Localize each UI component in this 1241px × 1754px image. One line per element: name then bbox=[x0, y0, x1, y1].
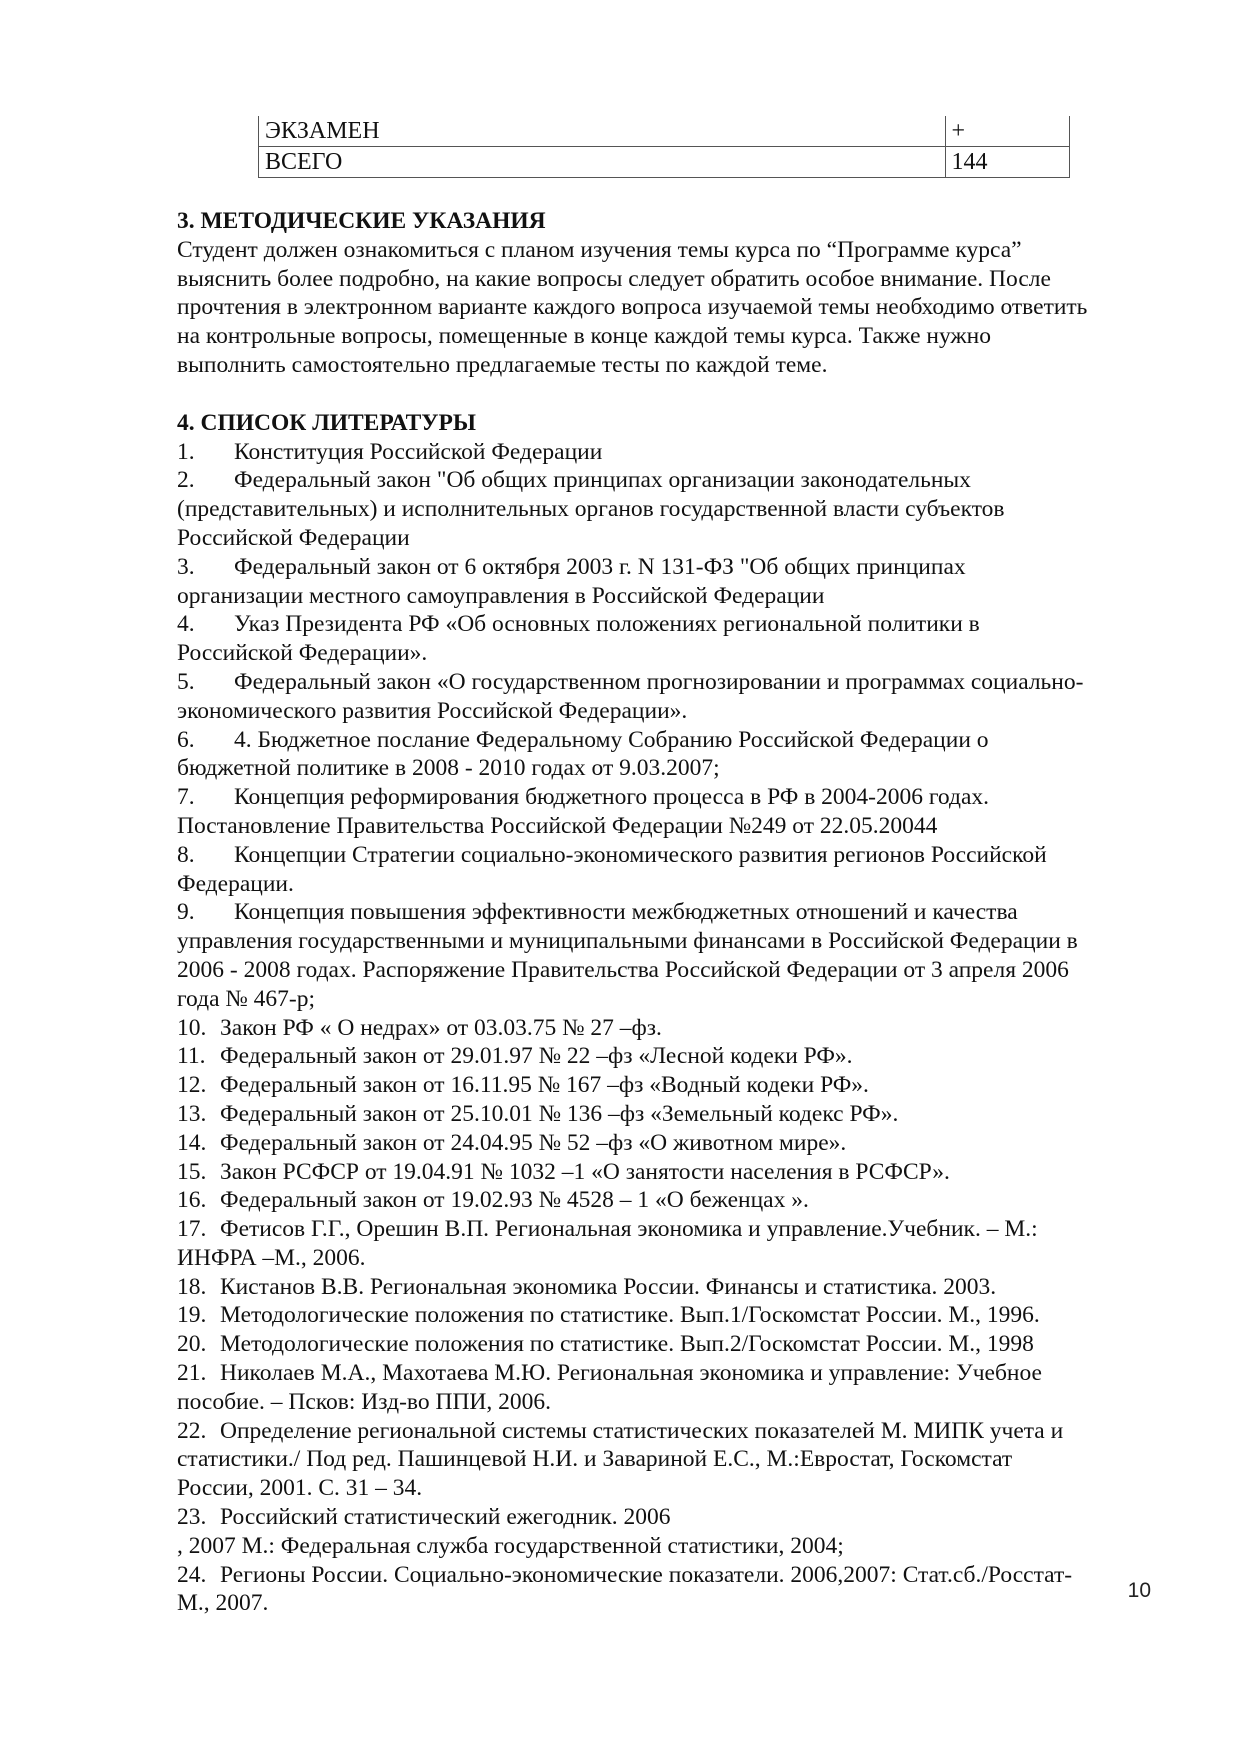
reference-number: 1. bbox=[177, 438, 195, 465]
reference-number: 10. bbox=[177, 1014, 207, 1041]
reference-text: Федеральный закон от 16.11.95 № 167 –фз «Водный кодеки РФ». bbox=[220, 1072, 869, 1099]
list-item bbox=[177, 610, 1167, 668]
reference-number: 7. bbox=[177, 784, 195, 811]
reference-text: Закон РФ « О недрах» от 03.03.75 № 27 –фз. bbox=[220, 1014, 662, 1041]
reference-number: 4. bbox=[177, 611, 195, 638]
list-item bbox=[177, 726, 1167, 784]
reference-text: Федеральный закон от 25.10.01 № 136 –фз «Земельный кодекс РФ». bbox=[220, 1100, 899, 1127]
list-item bbox=[177, 1359, 1167, 1417]
section-gap bbox=[177, 380, 1167, 409]
list-item bbox=[177, 841, 1167, 899]
reference-text: Концепция реформирования бюджетного процесса в РФ в 2004-2006 годах. bbox=[234, 784, 990, 811]
reference-text: Методологические положения по статистике. Вып.1/Госкомстат России. М., 1996. bbox=[220, 1302, 1040, 1329]
table-cell-label: ЭКЗАМЕН bbox=[259, 116, 946, 147]
reference-number: 6. bbox=[177, 726, 195, 753]
method-paragraph bbox=[177, 236, 1167, 380]
list-item bbox=[177, 1417, 1167, 1503]
reference-text: Николаев М.А., Махотаева М.Ю. Региональная экономика и управление: Учебное bbox=[220, 1360, 1042, 1387]
list-item bbox=[177, 1014, 1167, 1043]
reference-number: 3. bbox=[177, 553, 195, 580]
list-item bbox=[177, 783, 1167, 841]
paragraph-line: прочтения в электронном варианте каждого вопроса изучаемой темы необходимо ответить bbox=[177, 294, 1088, 321]
reference-number: 19. bbox=[177, 1302, 207, 1329]
reference-number: 17. bbox=[177, 1216, 207, 1243]
reference-text: ИНФРА –М., 2006. bbox=[177, 1244, 366, 1271]
reference-text: Федеральный закон от 29.01.97 № 22 –фз «Лесной кодеки РФ». bbox=[220, 1043, 853, 1070]
list-item bbox=[177, 438, 1167, 467]
list-item bbox=[177, 1330, 1167, 1359]
list-item bbox=[177, 1561, 1167, 1619]
reference-text: статистики./ Под ред. Пашинцевой Н.И. и Завариной Е.С., М.:Евростат, Госкомстат bbox=[177, 1446, 1013, 1473]
reference-text: (представительных) и исполнительных органов государственной власти субъектов bbox=[177, 496, 1005, 523]
section-heading-literature: 4. СПИСОК ЛИТЕРАТУРЫ bbox=[177, 409, 476, 436]
section-heading-method: 3. МЕТОДИЧЕСКИЕ УКАЗАНИЯ bbox=[177, 208, 546, 234]
list-item bbox=[177, 668, 1167, 726]
document-body bbox=[177, 207, 1167, 1618]
list-item bbox=[177, 553, 1167, 611]
reference-number: 23. bbox=[177, 1504, 207, 1531]
reference-text: Определение региональной системы статистических показателей М. МИПК учета и bbox=[220, 1417, 1064, 1444]
list-item bbox=[177, 1215, 1167, 1273]
list-item bbox=[177, 898, 1167, 1013]
reference-number: 18. bbox=[177, 1273, 207, 1300]
reference-text: Методологические положения по статистике. Вып.2/Госкомстат России. М., 1998 bbox=[220, 1331, 1034, 1358]
reference-number: 21. bbox=[177, 1360, 207, 1387]
reference-text: Постановление Правительства Российской Федерации №249 от 22.05.20044 bbox=[177, 812, 938, 839]
list-item bbox=[177, 1071, 1167, 1100]
reference-number: 13. bbox=[177, 1100, 207, 1127]
list-item bbox=[177, 1100, 1167, 1129]
reference-text: Федеральный закон от 24.04.95 № 52 –фз «О животном мире». bbox=[220, 1129, 847, 1156]
reference-text: Российской Федерации bbox=[177, 524, 410, 551]
page-number: 10 bbox=[1127, 1579, 1151, 1602]
reference-text: Федеральный закон от 19.02.93 № 4528 – 1 «О беженцах ». bbox=[220, 1187, 809, 1214]
reference-number: 24. bbox=[177, 1561, 207, 1588]
reference-text: , 2007 М.: Федеральная служба государственной статистики, 2004; bbox=[177, 1532, 844, 1559]
table-cell-value: 144 bbox=[945, 147, 1069, 178]
list-item bbox=[177, 1273, 1167, 1302]
reference-text: управления государственными и муниципальными финансами в Российской Федерации в bbox=[177, 928, 1078, 955]
reference-text: Концепция повышения эффективности межбюджетных отношений и качества bbox=[234, 899, 1018, 926]
reference-number: 11. bbox=[177, 1043, 206, 1070]
reference-text: Федеральный закон «О государственном прогнозировании и программах социально- bbox=[234, 668, 1084, 695]
list-item bbox=[177, 1301, 1167, 1330]
reference-text: Федерации. bbox=[177, 870, 294, 897]
reference-list bbox=[177, 438, 1167, 1619]
reference-number: 8. bbox=[177, 841, 195, 868]
paragraph-line: Студент должен ознакомиться с планом изучения темы курса по “Программе курса” bbox=[177, 236, 1022, 263]
reference-text: Российский статистический ежегодник. 2006 bbox=[220, 1504, 671, 1531]
paragraph-line: выполнить самостоятельно предлагаемые тесты по каждой теме. bbox=[177, 351, 828, 378]
list-item bbox=[177, 1042, 1167, 1071]
reference-text: Российской Федерации». bbox=[177, 640, 428, 667]
reference-text: Федеральный закон "Об общих принципах организации законодательных bbox=[234, 467, 971, 494]
reference-text: 2006 - 2008 годах. Распоряжение Правительства Российской Федерации от 3 апреля 2006 bbox=[177, 956, 1069, 983]
paragraph-line: на контрольные вопросы, помещенные в конце каждой темы курса. Также нужно bbox=[177, 323, 991, 350]
reference-text: М., 2007. bbox=[177, 1590, 269, 1617]
reference-text: Федеральный закон от 6 октября 2003 г. N 131-ФЗ "Об общих принципах bbox=[234, 553, 966, 580]
reference-text: Конституция Российской Федерации bbox=[234, 438, 603, 465]
paragraph-line: выяснить более подробно, на какие вопросы следует обратить особое внимание. После bbox=[177, 265, 1051, 292]
reference-text: Фетисов Г.Г., Орешин В.П. Региональная экономика и управление.Учебник. – М.: bbox=[220, 1216, 1038, 1243]
reference-text: пособие. – Псков: Изд-во ППИ, 2006. bbox=[177, 1388, 552, 1415]
list-item bbox=[177, 1186, 1167, 1215]
reference-number: 14. bbox=[177, 1129, 207, 1156]
table-row bbox=[259, 116, 1070, 147]
table-cell-label: ВСЕГО bbox=[259, 147, 946, 178]
list-item bbox=[177, 1503, 1167, 1561]
list-item bbox=[177, 1158, 1167, 1187]
reference-text: организации местного самоуправления в Российской Федерации bbox=[177, 582, 825, 609]
reference-text: года № 467-р; bbox=[177, 985, 316, 1012]
table-cell-value: + bbox=[945, 116, 1069, 147]
table-row bbox=[259, 147, 1070, 178]
list-item bbox=[177, 1129, 1167, 1158]
reference-text: экономического развития Российской Федерации». bbox=[177, 697, 688, 724]
reference-text: России, 2001. С. 31 – 34. bbox=[177, 1475, 423, 1502]
reference-number: 22. bbox=[177, 1417, 207, 1444]
reference-number: 2. bbox=[177, 467, 195, 494]
reference-number: 16. bbox=[177, 1187, 207, 1214]
reference-number: 5. bbox=[177, 668, 195, 695]
reference-text: Закон РСФСР от 19.04.91 № 1032 –1 «О занятости населения в РСФСР». bbox=[220, 1158, 950, 1185]
list-item bbox=[177, 466, 1167, 552]
reference-number: 20. bbox=[177, 1331, 207, 1358]
reference-number: 9. bbox=[177, 899, 195, 926]
reference-text: 4. Бюджетное послание Федеральному Собранию Российской Федерации о bbox=[234, 726, 989, 753]
reference-number: 12. bbox=[177, 1072, 207, 1099]
reference-text: Регионы России. Социально-экономические показатели. 2006,2007: Стат.сб./Росстат- bbox=[220, 1561, 1073, 1588]
reference-text: Кистанов В.В. Региональная экономика России. Финансы и статистика. 2003. bbox=[220, 1273, 997, 1300]
reference-text: Концепции Стратегии социально-экономического развития регионов Российской bbox=[234, 841, 1047, 868]
reference-text: бюджетной политике в 2008 - 2010 годах от 9.03.2007; bbox=[177, 755, 720, 782]
hours-table bbox=[258, 116, 1070, 178]
reference-number: 15. bbox=[177, 1158, 207, 1185]
reference-text: Указ Президента РФ «Об основных положениях региональной политики в bbox=[234, 611, 980, 638]
